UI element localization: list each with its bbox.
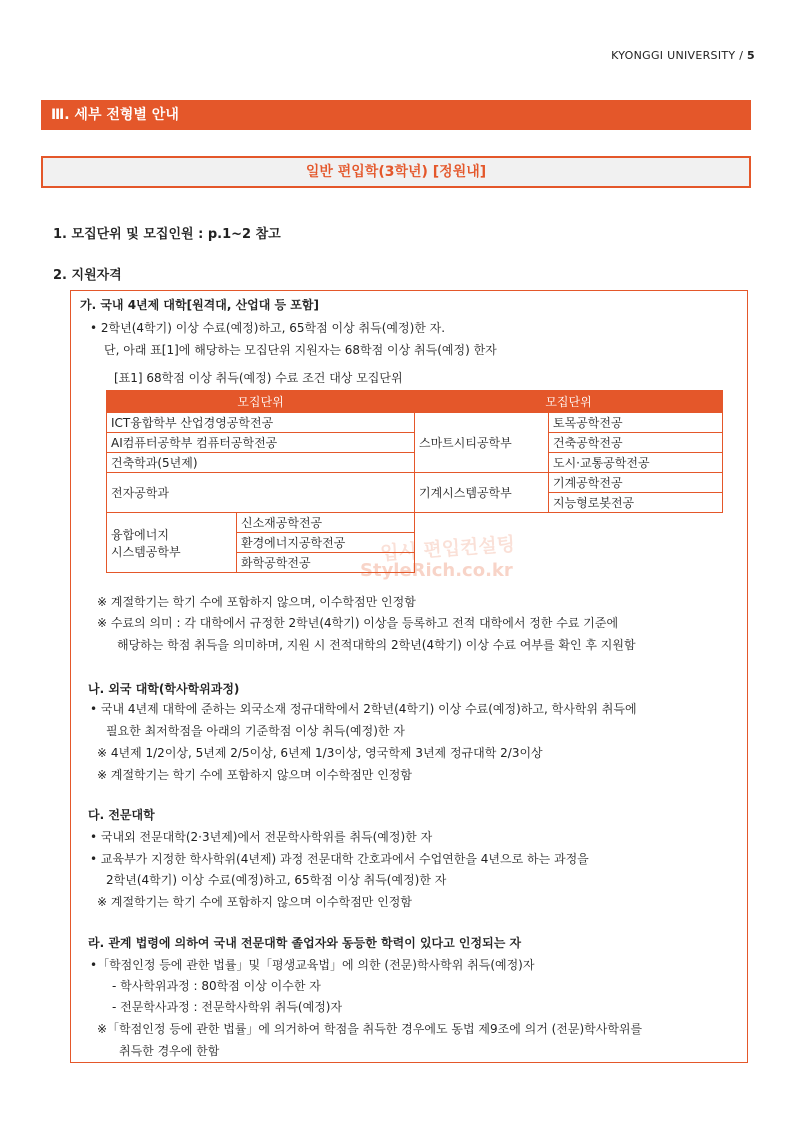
- table-cell-energy: [107, 513, 237, 573]
- table-cell: AI컴퓨터공학부 컴퓨터공학전공: [107, 433, 415, 453]
- na-note2: ※ 계절학기는 학기 수에 포함하지 않으며 이수학점만 인정함: [97, 768, 412, 782]
- watermark-line1: 입시 편입컨설팅: [379, 533, 516, 565]
- section-title: Ⅲ. 세부 전형별 안내: [41, 100, 751, 130]
- na-bullet: • 국내 4년제 대학에 준하는 외국소재 정규대학에서 2학년(4학기) 이상 수료(예정)하고, 학사학위 취득에: [90, 702, 637, 716]
- table-row: [107, 513, 723, 533]
- item-1-heading: 1. 모집단위 및 모집인원 : p.1~2 참고: [53, 227, 281, 242]
- page-number: 5: [747, 49, 755, 62]
- energy-label-line1: 융합에너지: [111, 527, 169, 542]
- table-row: [107, 473, 723, 493]
- table-cell: 스마트시티공학부: [415, 413, 549, 473]
- ra-note-cont: 취득한 경우에 한함: [119, 1044, 220, 1058]
- ra-dash1: - 학사학위과정 : 80학점 이상 이수한 자: [112, 979, 321, 993]
- da-heading: 다. 전문대학: [88, 808, 155, 822]
- da-note: ※ 계절학기는 학기 수에 포함하지 않으며 이수학점만 인정함: [97, 895, 412, 909]
- ra-heading: 라. 관계 법령에 의하여 국내 전문대학 졸업자와 동등한 학력이 있다고 인정되는 자: [88, 936, 522, 950]
- table-cell: 신소재공학전공: [237, 513, 415, 533]
- university-name: KYONGGI UNIVERSITY: [611, 49, 736, 62]
- table-cell: 지능형로봇전공: [549, 493, 723, 513]
- ga-note2-cont: 해당하는 학점 취득을 의미하며, 지원 시 전적대학의 2학년(4학기) 이상 수료 여부를 확인 후 지원함: [117, 638, 636, 652]
- table-cell: 기계시스템공학부: [415, 473, 549, 513]
- energy-label-line2: 시스템공학부: [111, 544, 181, 559]
- ga-bullet: • 2학년(4학기) 이상 수료(예정)하고, 65학점 이상 취득(예정)한 자.: [90, 321, 446, 335]
- item-2-heading: 2. 지원자격: [53, 268, 122, 283]
- table-header-right: 모집단위: [415, 391, 723, 413]
- da-bullet2: • 교육부가 지정한 학사학위(4년제) 과정 전문대학 간호과에서 수업연한을 4년으로 하는 과정을: [90, 852, 589, 866]
- header-separator: /: [739, 49, 744, 62]
- table-cell: 건축학과(5년제): [107, 453, 415, 473]
- da-bullet2-cont: 2학년(4학기) 이상 수료(예정)하고, 65학점 이상 취득(예정)한 자: [106, 873, 447, 887]
- box-title: 일반 편입학(3학년) [정원내]: [41, 156, 751, 188]
- ga-note1: ※ 계절학기는 학기 수에 포함하지 않으며, 이수학점만 인정함: [97, 595, 416, 609]
- table-cell: 토목공학전공: [549, 413, 723, 433]
- table-cell: 전자공학과: [107, 473, 415, 513]
- na-bullet-cont: 필요한 최저학점을 아래의 기준학점 이상 취득(예정)한 자: [106, 724, 405, 738]
- page-header: [611, 49, 755, 62]
- ga-heading: 가. 국내 4년제 대학[원격대, 산업대 등 포함]: [80, 298, 319, 312]
- table-caption: [표1] 68학점 이상 취득(예정) 수료 조건 대상 모집단위: [114, 371, 403, 385]
- table-header-left: 모집단위: [107, 391, 415, 413]
- table-cell: 환경에너지공학전공: [237, 533, 415, 553]
- watermark-line2: StyleRich.co.kr: [360, 560, 513, 581]
- table-cell: 건축공학전공: [549, 433, 723, 453]
- ra-note: ※「학점인정 등에 관한 법률」에 의거하여 학점을 취득한 경우에도 동법 제9조에 의거 (전문)학사학위를: [97, 1022, 643, 1036]
- ga-bullet-cont: 단, 아래 표[1]에 해당하는 모집단위 지원자는 68학점 이상 취득(예정) 한자: [104, 343, 497, 357]
- table-row: [107, 413, 723, 433]
- table-header-row: [107, 391, 723, 413]
- na-heading: 나. 외국 대학(학사학위과정): [88, 682, 240, 696]
- ra-bullet: •「학점인정 등에 관한 법률」및「평생교육법」에 의한 (전문)학사학위 취득(예정)자: [90, 958, 535, 972]
- table-cell: 화학공학전공: [237, 553, 415, 573]
- table-cell: 도시·교통공학전공: [549, 453, 723, 473]
- table-cell: ICT융합학부 산업경영공학전공: [107, 413, 415, 433]
- na-note1: ※ 4년제 1/2이상, 5년제 2/5이상, 6년제 1/3이상, 영국학제 3년제 정규대학 2/3이상: [97, 746, 543, 760]
- table-cell: 기계공학전공: [549, 473, 723, 493]
- ra-dash2: - 전문학사과정 : 전문학사학위 취득(예정)자: [112, 1000, 343, 1014]
- ga-note2: ※ 수료의 의미 : 각 대학에서 규정한 2학년(4학기) 이상을 등록하고 전적 대학에서 정한 수료 기준에: [97, 616, 619, 630]
- da-bullet1: • 국내외 전문대학(2·3년제)에서 전문학사학위를 취득(예정)한 자: [90, 830, 433, 844]
